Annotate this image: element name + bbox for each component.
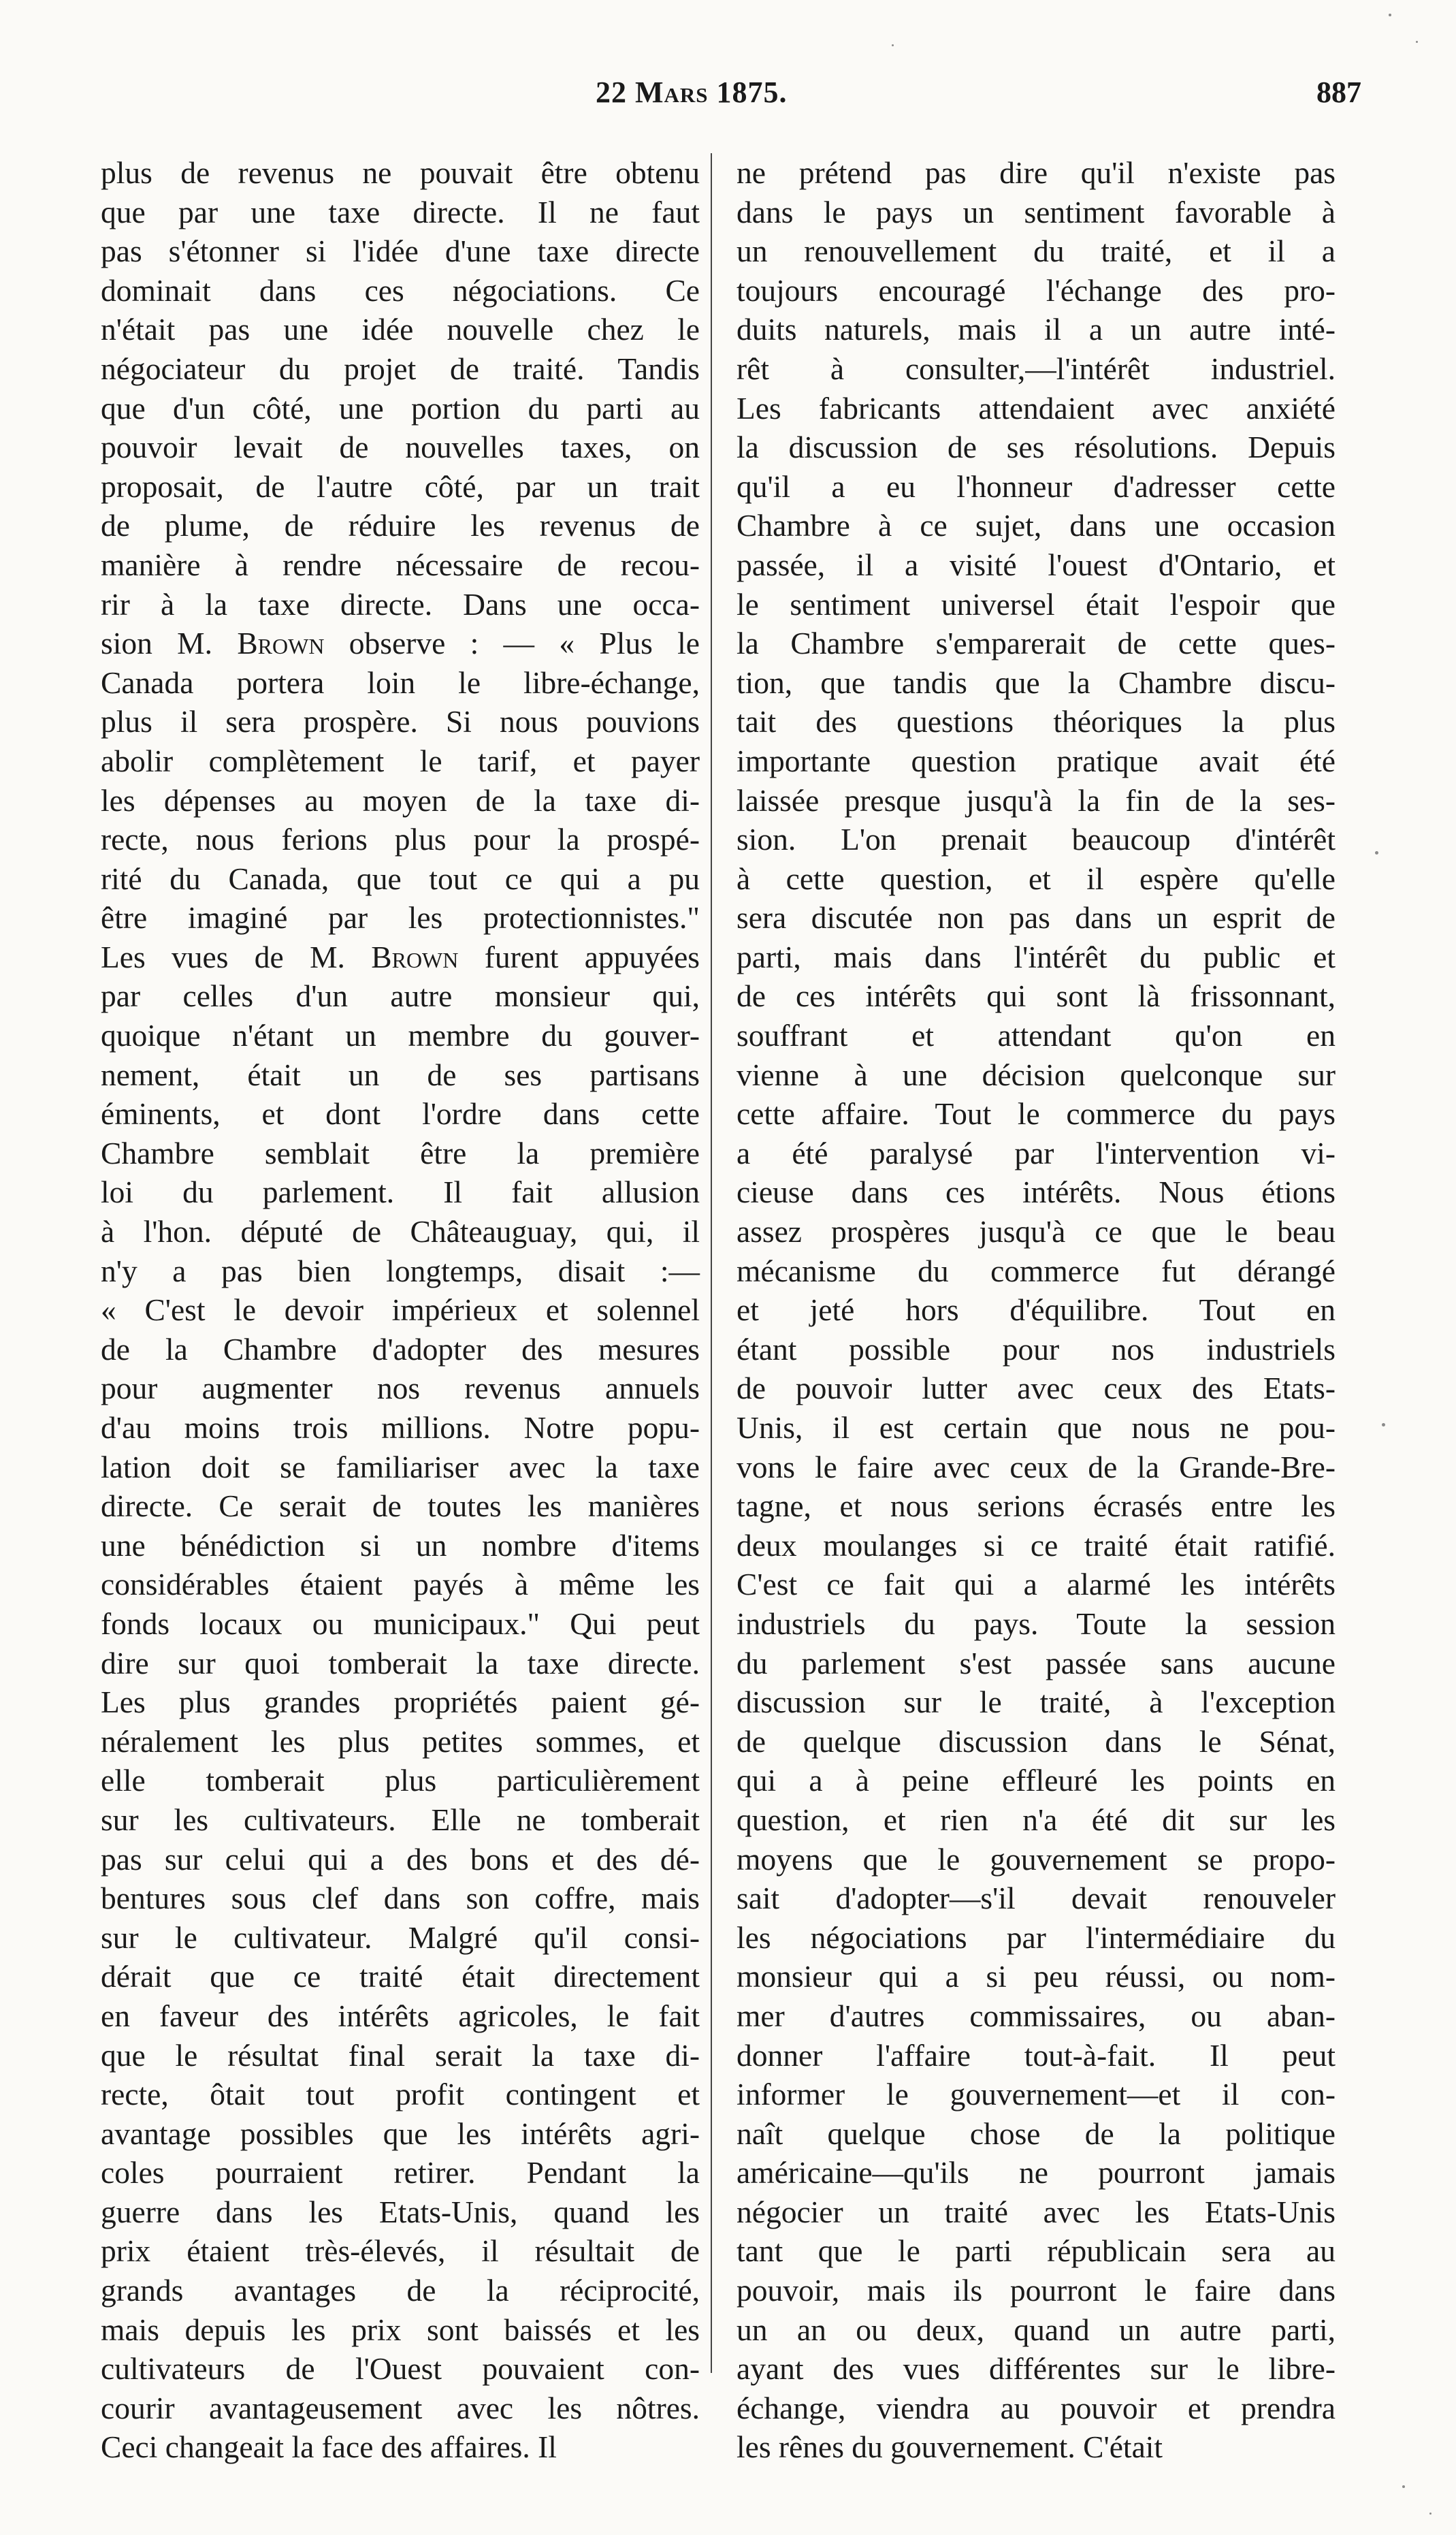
right-column-text-line: tion, que tandis que la Chambre discu- (737, 665, 1336, 700)
left-column-text-line: Chambre semblait être la première (101, 1135, 700, 1170)
scan-speck (1375, 851, 1378, 855)
right-column-text-line: de pouvoir lutter avec ceux des Etats- (737, 1371, 1336, 1406)
right-column-text-line: toujours encouragé l'échange des pro- (737, 272, 1336, 308)
left-column-text-line: proposait, de l'autre côté, par un trait (101, 468, 700, 504)
right-column-text-line: sion. L'on prenait beaucoup d'intérêt (737, 822, 1336, 857)
left-column-text-line: recte, ôtait tout profit contingent et (101, 2077, 700, 2112)
scan-speck (892, 44, 894, 46)
left-column-text-line: nement, était un de ses partisans (101, 1057, 700, 1092)
page-header (95, 75, 1375, 116)
right-column-text-line: qu'il a eu l'honneur d'adresser cette (737, 468, 1336, 504)
right-column-text-line: assez prospères jusqu'à ce que le beau (737, 1214, 1336, 1249)
left-column-text-line: n'était pas une idée nouvelle chez le (101, 312, 700, 347)
left-column-text-line: bentures sous clef dans son coffre, mais (101, 1881, 700, 1916)
right-column-text-line: à cette question, et il espère qu'elle (737, 861, 1336, 896)
page-date (596, 75, 788, 110)
left-column-text-line: pouvoir levait de nouvelles taxes, on (101, 430, 700, 465)
right-column-text-line: mer d'autres commissaires, ou aban- (737, 1998, 1336, 2033)
left-column-text-line: à l'hon. député de Châteauguay, qui, il (101, 1214, 700, 1249)
date-year: 1875. (716, 76, 788, 109)
right-column-text-line: étant possible pour nos industriels (737, 1331, 1336, 1367)
left-column-text-line: dire sur quoi tomberait la taxe directe. (101, 1645, 700, 1680)
left-column-text-line: que par une taxe directe. Il ne faut (101, 194, 700, 229)
right-column-text-line: Chambre à ce sujet, dans une occasion (737, 508, 1336, 543)
left-column-text-line: les dépenses au moyen de la taxe di- (101, 782, 700, 818)
left-column-text-line: coles pourraient retirer. Pendant la (101, 2155, 700, 2190)
date-day: 22 (596, 76, 627, 109)
right-column-text-line: souffrant et attendant qu'on en (737, 1018, 1336, 1053)
right-column-text-line: de ces intérêts qui sont là frissonnant, (737, 978, 1336, 1014)
right-column-text-line: laissée presque jusqu'à la fin de la ses- (737, 782, 1336, 818)
left-column-text-line: n'y a pas bien longtemps, disait :— (101, 1253, 700, 1288)
right-column-text-line: la Chambre s'emparerait de cette ques- (737, 626, 1336, 661)
right-column-text-line: cette affaire. Tout le commerce du pays (737, 1096, 1336, 1132)
right-column-text-line: naît quelque chose de la politique (737, 2116, 1336, 2151)
left-column-text-line: que d'un côté, une portion du parti au (101, 390, 700, 426)
right-column-text-line: de quelque discussion dans le Sénat, (737, 1723, 1336, 1759)
right-column-text-line: la discussion de ses résolutions. Depuis (737, 430, 1336, 465)
right-column-text-line: mécanisme du commerce fut dérangé (737, 1253, 1336, 1288)
right-column-text-line: moyens que le gouvernement se propo- (737, 1841, 1336, 1877)
right-column-text-line: vienne à une décision quelconque sur (737, 1057, 1336, 1092)
right-column-text-line: du parlement s'est passée sans aucune (737, 1645, 1336, 1680)
left-column-text-line: néralement les plus petites sommes, et (101, 1723, 700, 1759)
right-column-text-line: parti, mais dans l'intérêt du public et (737, 939, 1336, 974)
page-number: 887 (1316, 76, 1361, 109)
date-month: Mars (635, 76, 709, 109)
left-column-text-line: Les plus grandes propriétés paient gé- (101, 1685, 700, 1720)
left-column-text-line: grands avantages de la réciprocité, (101, 2273, 700, 2308)
right-column-text-line: ayant des vues différentes sur le libre- (737, 2351, 1336, 2387)
scan-speck (1416, 41, 1418, 43)
left-column-text-line: considérables étaient payés à même les (101, 1567, 700, 1602)
right-column-text-line: donner l'affaire tout-à-fait. Il peut (737, 2037, 1336, 2073)
right-column-text-line: sait d'adopter—s'il devait renouveler (737, 1881, 1336, 1916)
left-column-text-line: fonds locaux ou municipaux." Qui peut (101, 1606, 700, 1641)
right-column-text-line: sera discutée non pas dans un esprit de (737, 900, 1336, 936)
right-column-text-line: un an ou deux, quand un autre parti, (737, 2312, 1336, 2347)
right-column-text-line: tagne, et nous serions écrasés entre les (737, 1488, 1336, 1524)
left-column-text-line: abolir complètement le tarif, et payer (101, 743, 700, 778)
left-column-text-line: elle tomberait plus particulièrement (101, 1763, 700, 1798)
right-column-text-line: C'est ce fait qui a alarmé les intérêts (737, 1567, 1336, 1602)
right-column-text-line: américaine—qu'ils ne pourront jamais (737, 2155, 1336, 2190)
left-column-text-line: lation doit se familiariser avec la taxe (101, 1449, 700, 1484)
right-column-text-line: monsieur qui a si peu réussi, ou nom- (737, 1959, 1336, 1994)
left-column-text-line: être imaginé par les protectionnistes." (101, 900, 700, 936)
right-column (737, 153, 1336, 2467)
column-divider (711, 153, 712, 2373)
left-column-text-line: cultivateurs de l'Ouest pouvaient con- (101, 2351, 700, 2387)
left-column-text-line: pour augmenter nos revenus annuels (101, 1371, 700, 1406)
left-column-text-line: pas s'étonner si l'idée d'une taxe directe (101, 234, 700, 269)
left-column-text-line: courir avantageusement avec les nôtres. (101, 2390, 700, 2425)
left-column-text-line: de la Chambre d'adopter des mesures (101, 1331, 700, 1367)
right-column-text-line: cieuse dans ces intérêts. Nous étions (737, 1175, 1336, 1210)
left-column-text-line: recte, nous ferions plus pour la prospé- (101, 822, 700, 857)
right-column-text-line: Unis, il est certain que nous ne pou- (737, 1410, 1336, 1445)
right-column-text-line: informer le gouvernement—et il con- (737, 2077, 1336, 2112)
left-column-text-line: une bénédiction si un nombre d'items (101, 1527, 700, 1563)
scan-speck (1382, 1423, 1385, 1426)
left-column-text-line: Canada portera loin le libre-échange, (101, 665, 700, 700)
right-column-text-line: le sentiment universel était l'espoir que (737, 586, 1336, 622)
right-column-text-line: échange, viendra au pouvoir et prendra (737, 2390, 1336, 2425)
left-column-text-line: prix étaient très-élevés, il résultait de (101, 2233, 700, 2269)
left-column-text-line: que le résultat final serait la taxe di- (101, 2037, 700, 2073)
right-column-text-line: dans le pays un sentiment favorable à (737, 194, 1336, 229)
left-column-text-line: négociateur du projet de traité. Tandis (101, 351, 700, 386)
right-column-text-line: a été paralysé par l'intervention vi- (737, 1135, 1336, 1170)
right-column-text-line: deux moulanges si ce traité était ratifié. (737, 1527, 1336, 1563)
name-smallcaps: Brown (237, 626, 325, 661)
left-column-text-line: Les vues de M. Brown furent appuyées (101, 939, 700, 974)
right-column-text-line: industriels du pays. Toute la session (737, 1606, 1336, 1641)
left-column-text-line: pas sur celui qui a des bons et des dé- (101, 1841, 700, 1877)
left-column-text-line: d'au moins trois millions. Notre popu- (101, 1410, 700, 1445)
right-column-text-line: les rênes du gouvernement. C'était (737, 2429, 1163, 2465)
left-column-text-line: sion M. Brown observe : — « Plus le (101, 626, 700, 661)
left-column-text-line: rir à la taxe directe. Dans une occa- (101, 586, 700, 622)
left-column-text-line: plus de revenus ne pouvait être obtenu (101, 155, 700, 190)
left-column-text-line: avantage possibles que les intérêts agri- (101, 2116, 700, 2151)
scan-speck (1429, 2513, 1431, 2515)
right-column-text-line: importante question pratique avait été (737, 743, 1336, 778)
left-column-text-line: de plume, de réduire les revenus de (101, 508, 700, 543)
left-column-text-line: directe. Ce serait de toutes les manières (101, 1488, 700, 1524)
left-column-text-line: mais depuis les prix sont baissés et les (101, 2312, 700, 2347)
right-column-text-line: pouvoir, mais ils pourront le faire dans (737, 2273, 1336, 2308)
left-column-text-line: dérait que ce traité était directement (101, 1959, 700, 1994)
left-column-text-line: Ceci changeait la face des affaires. Il (101, 2429, 557, 2465)
right-column-text-line: question, et rien n'a été dit sur les (737, 1802, 1336, 1837)
left-column-text-line: sur les cultivateurs. Elle ne tomberait (101, 1802, 700, 1837)
left-column-text-line: dominait dans ces négociations. Ce (101, 272, 700, 308)
left-column-text-line: quoique n'étant un membre du gouver- (101, 1018, 700, 1053)
right-column-text-line: qui a à peine effleuré les points en (737, 1763, 1336, 1798)
left-column-text-line: guerre dans les Etats-Unis, quand les (101, 2194, 700, 2229)
right-column-text-line: un renouvellement du traité, et il a (737, 234, 1336, 269)
scan-speck (1389, 14, 1391, 16)
name-smallcaps: Brown (371, 939, 459, 974)
left-column-text-line: plus il sera prospère. Si nous pouvions (101, 704, 700, 739)
right-column-text-line: passée, il a visité l'ouest d'Ontario, et (737, 547, 1336, 582)
right-column-text-line: tait des questions théoriques la plus (737, 704, 1336, 739)
left-column-text-line: par celles d'un autre monsieur qui, (101, 978, 700, 1014)
right-column-text-line: et jeté hors d'équilibre. Tout en (737, 1292, 1336, 1328)
left-column-text-line: en faveur des intérêts agricoles, le fait (101, 1998, 700, 2033)
right-column-text-line: rêt à consulter,—l'intérêt industriel. (737, 351, 1336, 386)
right-column-text-line: ne prétend pas dire qu'il n'existe pas (737, 155, 1336, 190)
left-column-text-line: éminents, et dont l'ordre dans cette (101, 1096, 700, 1132)
right-column-text-line: tant que le parti républicain sera au (737, 2233, 1336, 2269)
right-column-text-line: duits naturels, mais il a un autre inté- (737, 312, 1336, 347)
left-column (101, 153, 700, 2467)
right-column-text-line: Les fabricants attendaient avec anxiété (737, 390, 1336, 426)
left-column-text-line: « C'est le devoir impérieux et solennel (101, 1292, 700, 1328)
left-column-text-line: manière à rendre nécessaire de recou- (101, 547, 700, 582)
right-column-text-line: vons le faire avec ceux de la Grande-Bre- (737, 1449, 1336, 1484)
right-column-text-line: les négociations par l'intermédiaire du (737, 1919, 1336, 1955)
left-column-text-line: sur le cultivateur. Malgré qu'il consi- (101, 1919, 700, 1955)
right-column-text-line: discussion sur le traité, à l'exception (737, 1685, 1336, 1720)
scan-speck (1402, 2485, 1405, 2488)
left-column-text-line: rité du Canada, que tout ce qui a pu (101, 861, 700, 896)
left-column-text-line: loi du parlement. Il fait allusion (101, 1175, 700, 1210)
right-column-text-line: négocier un traité avec les Etats-Unis (737, 2194, 1336, 2229)
